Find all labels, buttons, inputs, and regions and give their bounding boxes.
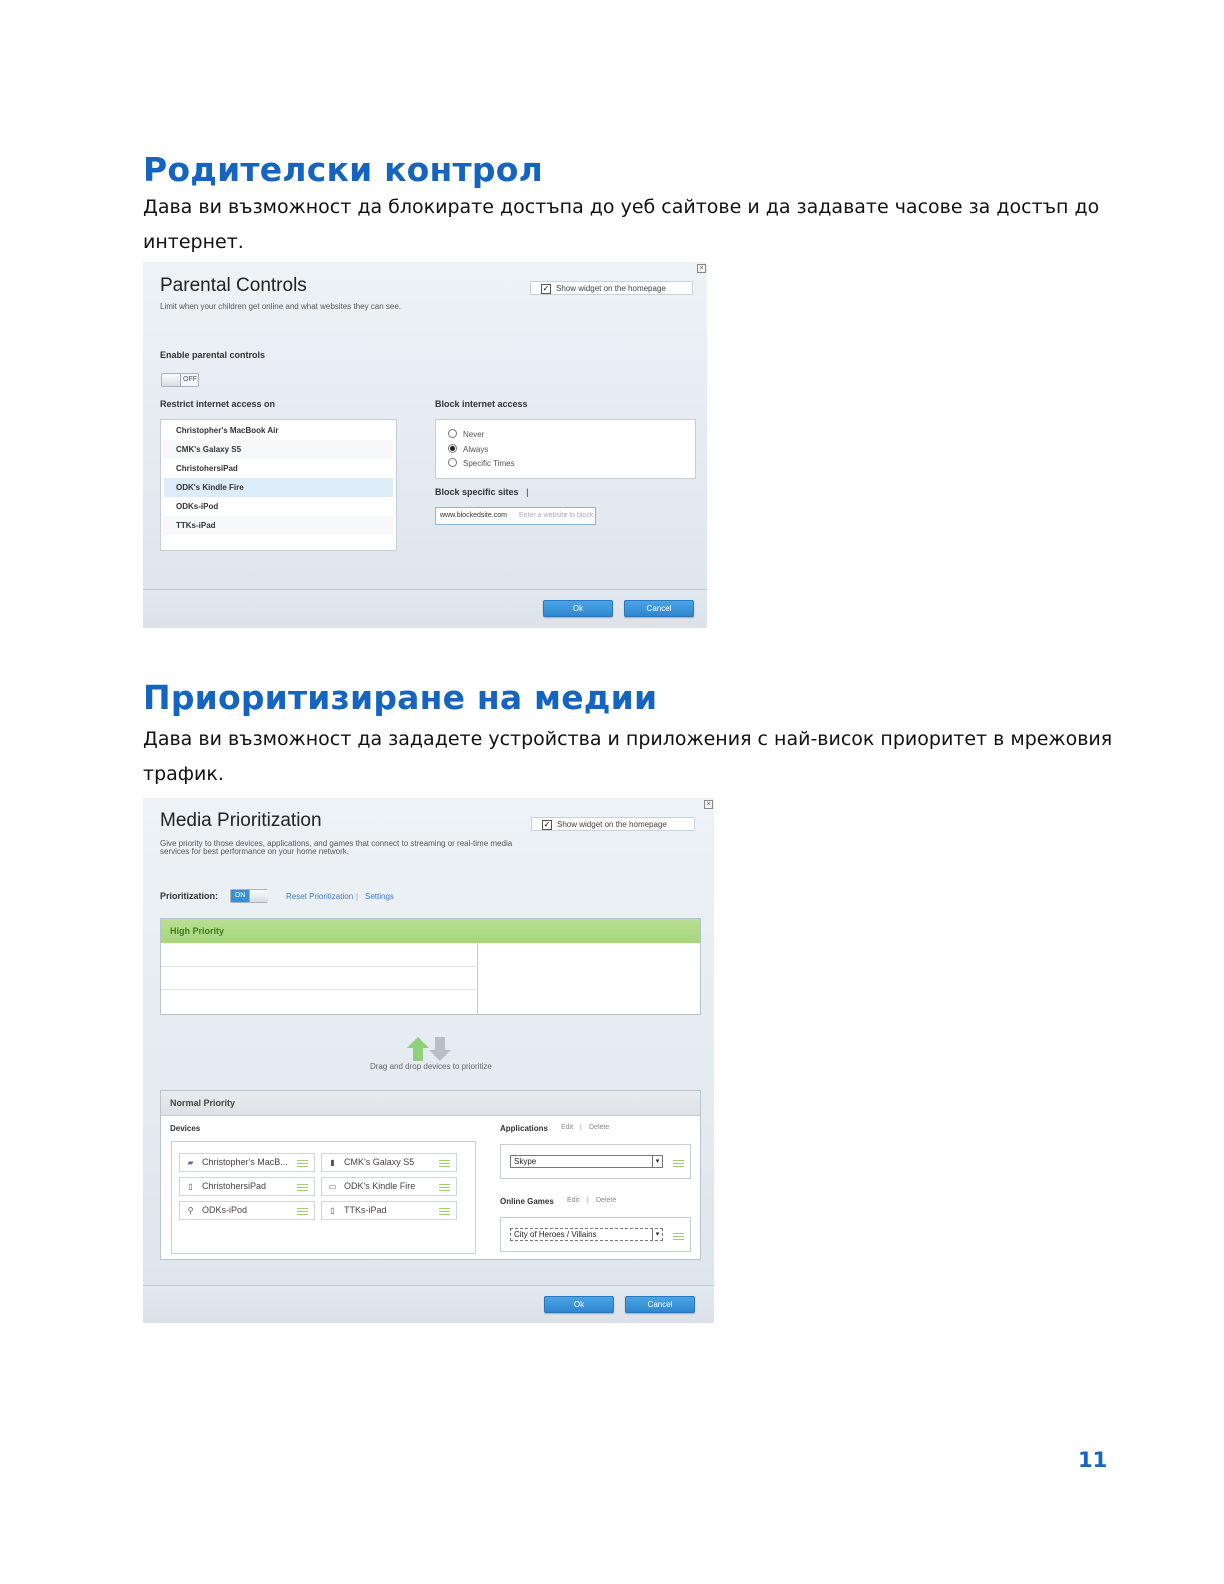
toggle-knob [249,890,268,902]
panel-divider [477,943,478,1014]
drag-handle-icon[interactable] [297,1184,308,1191]
device-name: CMK's Galaxy S5 [344,1157,415,1167]
devices-label: Devices [170,1124,201,1133]
ok-button[interactable]: Ok [544,1296,614,1313]
prioritization-toggle[interactable] [230,889,268,903]
radio-label: Always [463,445,489,454]
application-value: Skype [514,1157,537,1166]
tablet-icon: ▯ [188,1182,193,1191]
phone-icon: ▮ [330,1158,335,1167]
device-chip[interactable] [321,1177,457,1196]
toggle-knob [162,374,181,386]
section-heading-media: Приоритизиране на медии [143,678,658,717]
show-widget-checkbox[interactable] [531,817,695,831]
link-separator: | [580,1124,582,1131]
list-item[interactable]: CMK's Galaxy S5 [164,440,393,459]
section-heading-parental: Родителски контрол [143,150,543,189]
ok-button[interactable]: Ok [543,600,613,617]
button-bar [143,589,707,628]
settings-link[interactable]: Settings [365,892,394,901]
games-delete-link[interactable]: Delete [596,1197,617,1204]
online-games-label: Online Games [500,1197,554,1206]
drag-handle-icon[interactable] [439,1160,450,1167]
checkbox-checked-icon: ✓ [542,284,550,293]
drag-arrows-icon [406,1036,452,1062]
high-priority-header: High Priority [161,919,700,943]
device-chip[interactable] [321,1201,457,1220]
tablet-icon: ▯ [330,1206,335,1215]
cancel-button[interactable]: Cancel [625,1296,695,1313]
device-chip[interactable] [179,1201,315,1220]
link-separator: | [587,1197,589,1204]
high-priority-slot [161,967,477,990]
tablet-icon: ▭ [328,1182,337,1191]
enable-parental-label: Enable parental controls [160,350,266,360]
radio-always[interactable] [448,444,457,453]
block-access-options [435,419,696,479]
media-prioritization-dialog [143,798,714,1323]
applications-edit-link[interactable]: Edit [561,1124,574,1131]
drag-handle-icon[interactable] [297,1160,308,1167]
device-chip[interactable] [179,1177,315,1196]
parental-toggle[interactable] [161,373,199,387]
device-name: ODK's Kindle Fire [344,1181,416,1191]
list-item[interactable]: TTKs-iPad [164,516,393,535]
section-text-parental: Дава ви възможност да блокирате достъпа до уеб сайтове и да задавате часове за достъп до интернет. [143,196,1100,253]
dialog-title: Parental Controls [160,275,307,296]
dialog-subtitle-line1: Give priority to those devices, applications, and games that connect to streaming or real-time media [160,839,513,848]
blocked-site-value: www.blockedsite.com [440,512,507,519]
chevron-down-icon: ▾ [652,1156,662,1167]
application-select[interactable] [510,1155,663,1168]
games-edit-link[interactable]: Edit [567,1197,580,1204]
applications-area [500,1144,691,1179]
online-game-value: City of Heroes / Villains [514,1230,597,1239]
show-widget-checkbox[interactable] [530,281,693,295]
normal-priority-header: Normal Priority [161,1091,700,1116]
drag-handle-icon[interactable] [439,1184,450,1191]
applications-delete-link[interactable]: Delete [589,1124,610,1131]
device-chip[interactable] [179,1153,315,1172]
device-chip[interactable] [321,1153,457,1172]
high-priority-slot [161,943,477,967]
device-list [160,419,397,551]
dialog-subtitle-line2: services for best performance on your home network. [160,847,349,856]
info-separator: | [526,487,529,497]
close-icon[interactable]: × [697,264,706,273]
toggle-state: ON [231,890,249,902]
checkbox-checked-icon: ✓ [543,820,551,829]
block-access-label: Block internet access [435,399,528,409]
radio-never[interactable] [448,429,457,438]
drag-hint: Drag and drop devices to prioritize [370,1062,492,1071]
chevron-down-icon: ▾ [652,1229,662,1240]
block-sites-label-text: Block specific sites [435,487,519,497]
applications-label: Applications [500,1124,549,1133]
list-item[interactable]: ODKs-iPod [176,502,219,511]
parental-controls-dialog [143,262,707,628]
device-name: ODKs-iPod [202,1205,248,1215]
close-icon[interactable]: × [704,800,713,809]
devices-area [171,1141,476,1254]
restrict-access-label: Restrict internet access on [160,399,276,409]
cancel-button[interactable]: Cancel [624,600,694,617]
list-item[interactable]: ChristohersiPad [176,464,238,473]
device-name: Christopher's MacB... [202,1157,288,1167]
online-games-area [500,1217,691,1252]
show-widget-label: Show widget on the homepage [556,284,666,293]
blocked-site-field[interactable] [435,507,596,525]
online-game-select[interactable] [510,1228,663,1241]
link-separator: | [356,892,359,901]
block-sites-label [435,487,528,497]
device-name: TTKs-iPad [344,1205,387,1215]
drag-handle-icon[interactable] [673,1160,684,1167]
drag-handle-icon[interactable] [673,1233,684,1240]
toggle-state: OFF [183,376,197,383]
prioritization-label: Prioritization: [160,891,218,901]
page-number: 11 [1078,1448,1108,1472]
section-text-media: Дава ви възможност да зададете устройства и приложения с най-висок приоритет в мрежовия трафик. [143,728,1113,785]
device-name: ChristohersiPad [202,1181,267,1191]
radio-specific-times[interactable] [448,458,457,467]
radio-label: Never [463,430,485,439]
normal-priority-panel [160,1090,701,1260]
laptop-icon: ▰ [187,1158,194,1167]
reset-prioritization-link[interactable]: Reset Prioritization [286,892,354,901]
dialog-title: Media Prioritization [160,810,322,831]
drag-handle-icon[interactable] [297,1208,308,1215]
blocked-site-placeholder: Enter a website to block [519,512,594,519]
list-item[interactable]: Christopher's MacBook Air [176,426,279,435]
dialog-subtitle: Limit when your children get online and what websites they can see. [160,302,402,311]
list-item-selected[interactable]: ODK's Kindle Fire [164,478,393,497]
media-player-icon: ⚲ [187,1206,194,1215]
show-widget-label: Show widget on the homepage [557,820,667,829]
radio-label: Specific Times [463,459,515,468]
button-bar [143,1285,714,1323]
high-priority-panel [160,918,701,1015]
drag-handle-icon[interactable] [439,1208,450,1215]
